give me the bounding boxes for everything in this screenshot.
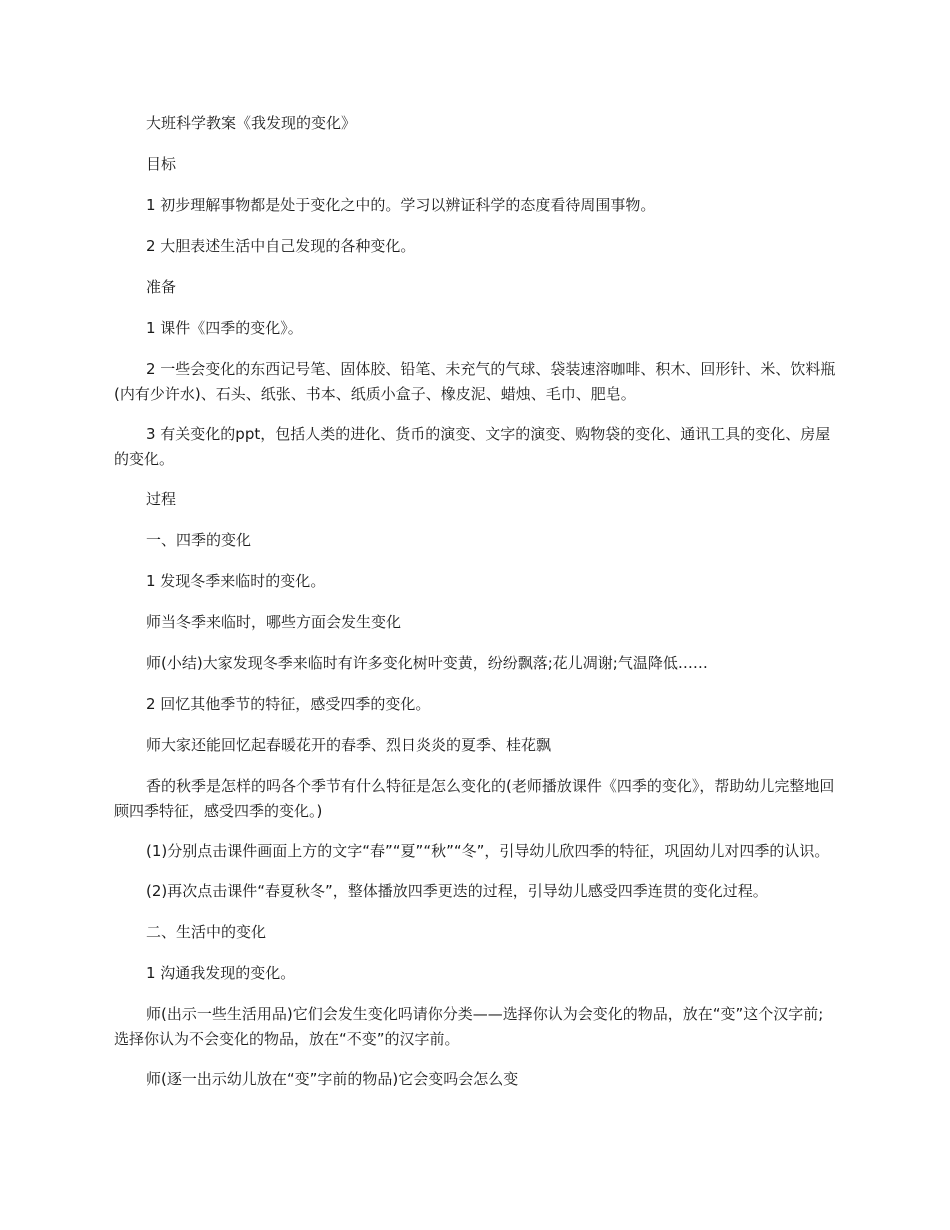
heading-preparation: 准备 [146, 278, 177, 296]
section-seasons: 一、四季的变化 [146, 531, 252, 549]
seasons-explanation: 香的秋季是怎样的吗各个季节有什么特征是怎么变化的(老师播放课件《四季的变化》，帮助幼儿完整地回顾四季特征，感受四季的变化。) [114, 777, 835, 820]
teacher-prompt: 师大家还能回忆起春暖花开的春季、烈日炎炎的夏季、桂花飘 [146, 736, 552, 754]
document-title: 大班科学教案《我发现的变化》 [146, 114, 357, 132]
teacher-classification: 师(出示一些生活用品)它们会发生变化吗请你分类——选择你认为会变化的物品，放在“变”这个汉字前;选择你认为不会变化的物品，放在“不变”的汉字前。 [114, 1005, 824, 1048]
courseware-step-2: (2)再次点击课件“春夏秋冬”，整体播放四季更迭的过程，引导幼儿感受四季连贯的变化过程。 [146, 882, 768, 900]
heading-process: 过程 [146, 490, 177, 508]
life-step-1: 1 沟通我发现的变化。 [146, 964, 296, 982]
goal-item-2: 2 大胆表述生活中自己发现的各种变化。 [146, 237, 416, 255]
heading-goals: 目标 [146, 155, 177, 173]
teacher-summary: 师(小结)大家发现冬季来临时有许多变化树叶变黄，纷纷飘落;花儿凋谢;气温降低…… [146, 654, 708, 672]
goal-item-1: 1 初步理解事物都是处于变化之中的。学习以辨证科学的态度看待周围事物。 [146, 196, 656, 214]
courseware-step-1: (1)分别点击课件画面上方的文字“春”“夏”“秋”“冬”，引导幼儿欣四季的特征，巩固幼儿对四季的认识。 [146, 842, 830, 860]
teacher-question: 师当冬季来临时，哪些方面会发生变化 [146, 613, 402, 631]
process-step-2: 2 回忆其他季节的特征，感受四季的变化。 [146, 695, 431, 713]
preparation-item-2: 2 一些会变化的东西记号笔、固体胶、铅笔、未充气的气球、袋装速溶咖啡、积木、回形针、米、饮料瓶(内有少许水)、石头、纸张、书本、纸质小盒子、橡皮泥、蜡烛、毛巾、肥皂。 [114, 360, 836, 403]
process-step-1: 1 发现冬季来临时的变化。 [146, 572, 326, 590]
document-body [114, 111, 836, 1108]
section-life-changes: 二、生活中的变化 [146, 923, 267, 941]
teacher-followup: 师(逐一出示幼儿放在“变”字前的物品)它会变吗会怎么变 [146, 1070, 519, 1088]
preparation-item-3: 3 有关变化的ppt，包括人类的进化、货币的演变、文字的演变、购物袋的变化、通讯工具的变化、房屋的变化。 [114, 425, 831, 468]
preparation-item-1: 1 课件《四季的变化》。 [146, 319, 303, 337]
